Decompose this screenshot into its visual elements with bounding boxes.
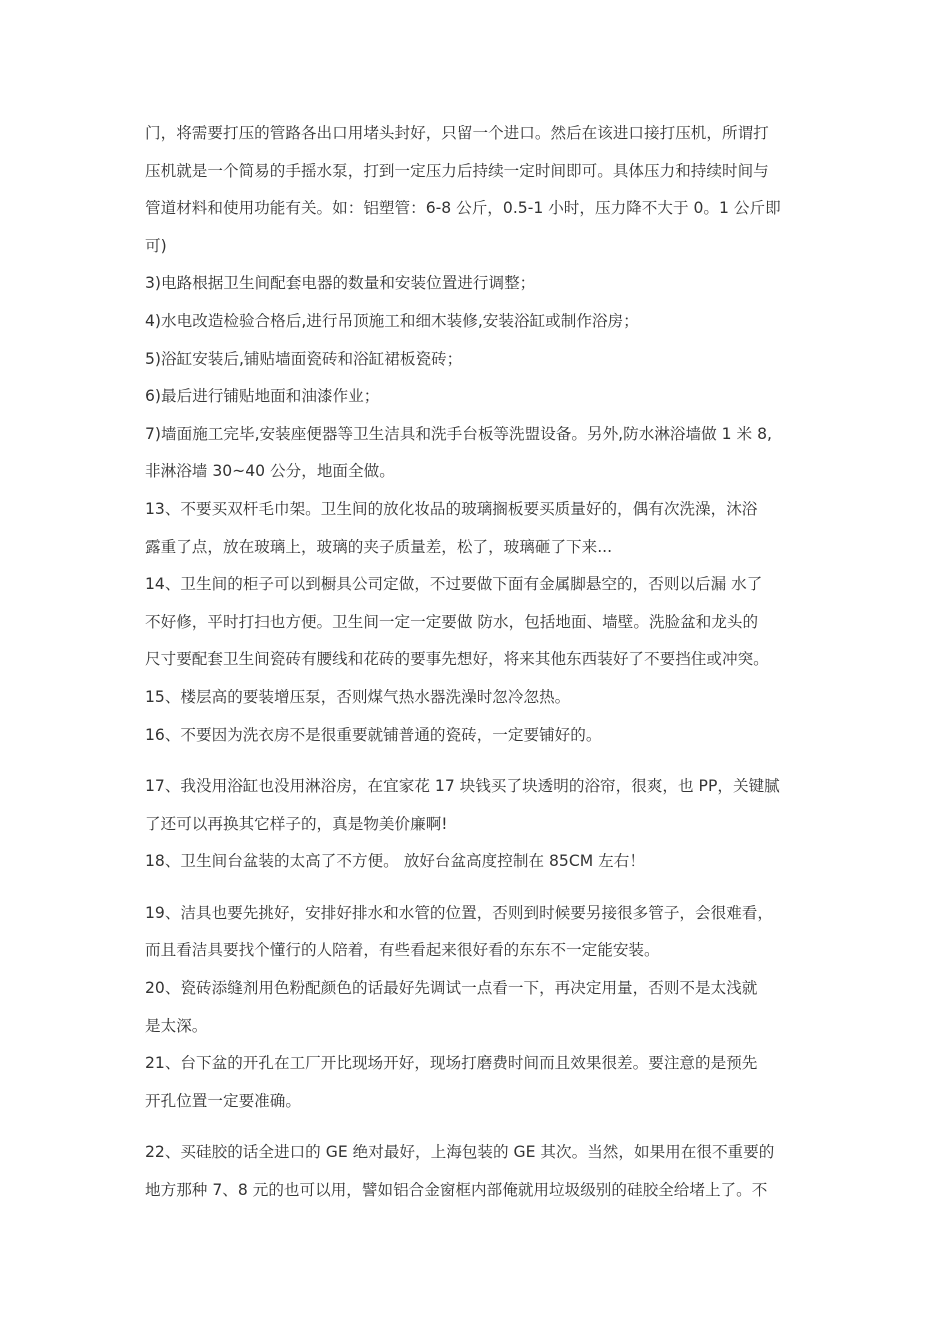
paragraph <box>145 115 815 265</box>
paragraph <box>145 970 815 1045</box>
text-line: 6)最后进行铺贴地面和油漆作业； <box>145 387 380 406</box>
paragraph <box>145 1045 815 1120</box>
text-line: 14、卫生间的柜子可以到橱具公司定做，不过要做下面有金属脚悬空的，否则以后漏 水了 <box>145 575 763 594</box>
document-body <box>145 115 815 1210</box>
paragraph <box>145 768 815 843</box>
paragraph <box>145 566 815 679</box>
paragraph <box>145 265 815 303</box>
text-line: 是太深。 <box>145 1016 208 1035</box>
paragraph <box>145 679 815 717</box>
text-line: 而且看洁具要找个懂行的人陪着，有些看起来很好看的东东不一定能安装。 <box>145 941 660 960</box>
text-line: 非淋浴墙 30~40 公分，地面全做。 <box>145 462 395 481</box>
text-line: 15、楼层高的要装增压泵，否则煤气热水器洗澡时忽冷忽热。 <box>145 687 571 706</box>
text-line: 可) <box>145 236 167 255</box>
text-line: 开孔位置一定要准确。 <box>145 1091 301 1110</box>
paragraph <box>145 378 815 416</box>
text-line: 22、买硅胶的话全进口的 GE 绝对最好，上海包装的 GE 其次。当然，如果用在很不重要的 <box>145 1143 775 1162</box>
paragraph-spacer <box>145 881 815 895</box>
text-line: 4)水电改造检验合格后,进行吊顶施工和细木装修,安装浴缸或制作浴房； <box>145 311 639 330</box>
text-line: 露重了点，放在玻璃上，玻璃的夹子质量差，松了，玻璃砸了下来... <box>145 537 613 556</box>
paragraph <box>145 895 815 970</box>
paragraph <box>145 303 815 341</box>
paragraph <box>145 491 815 566</box>
paragraph-spacer <box>145 1120 815 1134</box>
text-line: 不好修，平时打扫也方便。卫生间一定一定要做 防水，包括地面、墙壁。洗脸盆和龙头的 <box>145 612 759 631</box>
paragraph <box>145 1134 815 1209</box>
text-line: 7)墙面施工完毕,安装座便器等卫生洁具和洗手台板等洗盟设备。另外,防水淋浴墙做 1 米 8, <box>145 424 772 443</box>
text-line: 21、台下盆的开孔在工厂开比现场开好，现场打磨费时间而且效果很差。要注意的是预先 <box>145 1054 758 1073</box>
text-line: 5)浴缸安装后,铺贴墙面瓷砖和浴缸裙板瓷砖； <box>145 349 463 368</box>
paragraph <box>145 416 815 491</box>
text-line: 3)电路根据卫生间配套电器的数量和安装位置进行调整； <box>145 274 536 293</box>
text-line: 管道材料和使用功能有关。如：铝塑管：6-8 公斤，0.5-1 小时，压力降不大于 0。1 公斤即 <box>145 199 781 218</box>
text-line: 尺寸要配套卫生间瓷砖有腰线和花砖的要事先想好，将来其他东西装好了不要挡住或冲突。 <box>145 650 769 669</box>
text-line: 门，将需要打压的管路各出口用堵头封好，只留一个进口。然后在该进口接打压机，所谓打 <box>145 124 769 142</box>
text-line: 19、洁具也要先挑好，安排好排水和水管的位置，否则到时候要另接很多管子，会很难看， <box>145 903 773 922</box>
text-line: 20、瓷砖添缝剂用色粉配颜色的话最好先调试一点看一下，再决定用量，否则不是太浅就 <box>145 979 758 998</box>
paragraph <box>145 341 815 379</box>
text-line: 了还可以再换其它样子的，真是物美价廉啊! <box>145 814 448 833</box>
text-line: 16、不要因为洗衣房不是很重要就铺普通的瓷砖，一定要铺好的。 <box>145 725 602 744</box>
text-line: 18、卫生间台盆装的太高了不方便。 放好台盆高度控制在 85CM 左右！ <box>145 852 645 871</box>
paragraph-spacer <box>145 754 815 768</box>
paragraph <box>145 843 815 881</box>
text-line: 压机就是一个简易的手摇水泵，打到一定压力后持续一定时间即可。具体压力和持续时间与 <box>145 161 769 180</box>
text-line: 17、我没用浴缸也没用淋浴房，在宜家花 17 块钱买了块透明的浴帘，很爽，也 PP，关键腻 <box>145 777 780 796</box>
paragraph <box>145 717 815 755</box>
text-line: 地方那种 7、8 元的也可以用，譬如铝合金窗框内部俺就用垃圾级别的硅胶全给堵上了。不 <box>145 1181 768 1200</box>
text-line: 13、不要买双杆毛巾架。卫生间的放化妆品的玻璃搁板要买质量好的，偶有次洗澡，沐浴 <box>145 499 758 518</box>
